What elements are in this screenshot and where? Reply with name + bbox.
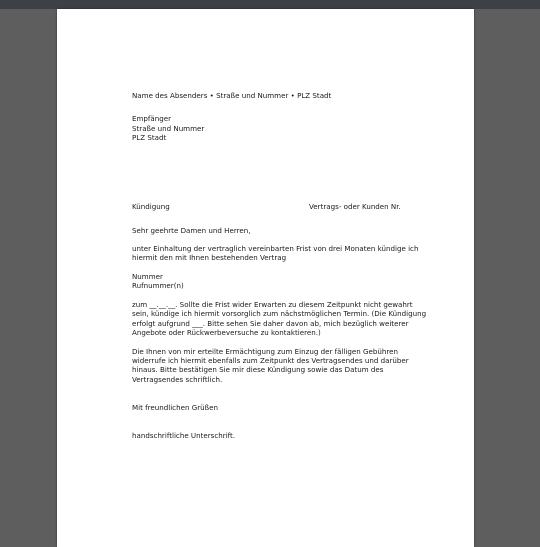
paragraph1-line2: hiermit den mit Ihnen bestehenden Vertrag <box>132 253 287 262</box>
viewer-toolbar <box>0 0 540 9</box>
paragraph2-line2: sein, kündige ich hiermit vorsorglich zum nächstmöglichen Termin. (Die Kündigung <box>132 309 427 318</box>
recipient-name: Empfänger <box>132 114 172 123</box>
document-page <box>57 9 474 547</box>
field-phone-number: Rufnummer(n) <box>132 281 184 290</box>
salutation: Sehr geehrte Damen und Herren, <box>132 226 251 235</box>
viewer-background-right <box>474 9 540 547</box>
recipient-city: PLZ Stadt <box>132 133 167 142</box>
paragraph2-line3: erfolgt aufgrund ___. Bitte sehen Sie daher davon ab, mich bezüglich weiterer <box>132 319 409 328</box>
paragraph2-line4: Angebote oder Rückwerbeversuche zu kontaktieren.) <box>132 328 321 337</box>
paragraph1-line1: unter Einhaltung der vertraglich vereinbarten Frist von drei Monaten kündige ich <box>132 244 419 253</box>
reference-number-label: Vertrags- oder Kunden Nr. <box>309 202 401 211</box>
field-number: Nummer <box>132 272 163 281</box>
subject-line: Kündigung <box>132 202 170 211</box>
closing-line: Mit freundlichen Grüßen <box>132 403 218 412</box>
paragraph2-line1: zum __.__.__. Sollte die Frist wider Erwarten zu diesem Zeitpunkt nicht gewahrt <box>132 300 413 309</box>
viewer-background-left <box>0 9 57 547</box>
paragraph3-line2: widerrufe ich hiermit ebenfalls zum Zeitpunkt des Vertragsendes und darüber <box>132 356 409 365</box>
paragraph3-line3: hinaus. Bitte bestätigen Sie mir diese Kündigung sowie das Datum des <box>132 365 384 374</box>
signature-line: handschriftliche Unterschrift. <box>132 431 236 440</box>
sender-line: Name des Absenders • Straße und Nummer • PLZ Stadt <box>132 91 332 100</box>
paragraph3-line1: Die Ihnen von mir erteilte Ermächtigung zum Einzug der fälligen Gebühren <box>132 347 398 356</box>
recipient-street: Straße und Nummer <box>132 124 205 133</box>
paragraph3-line4: Vertragsendes schriftlich. <box>132 375 223 384</box>
